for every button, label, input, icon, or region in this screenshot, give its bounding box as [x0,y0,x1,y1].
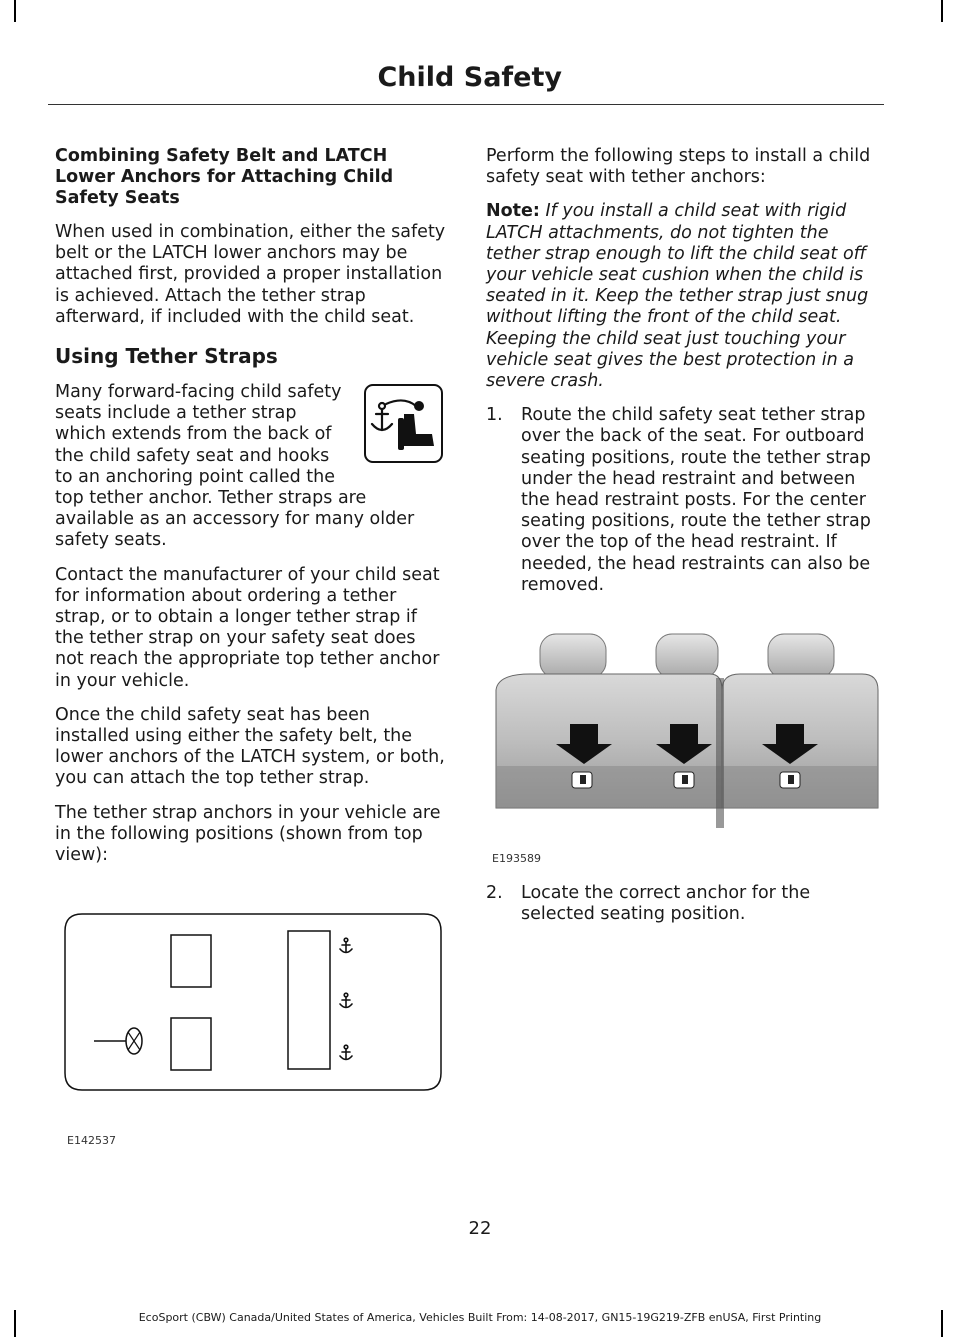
paragraph: Perform the following steps to install a child safety seat with tether anchors: [486,146,871,188]
step-item [486,405,880,596]
left-column [55,146,447,879]
paragraph: The tether strap anchors in your vehicle are in the following positions (shown from top view): [55,802,441,866]
rear-seat-anchor-figure [490,628,880,840]
section-heading: Using Tether Straps [55,344,278,369]
tether-anchor-diagram [64,913,442,1091]
page-title: Child Safety [377,62,562,93]
step-number: 2. [486,883,503,903]
note-text: If you install a child seat with rigid LATCH attachments, do not tighten the tether strap enough to lift the child seat off your vehicle seat cushion when the child is seated in it. Keep the tether strap just snug without lifting the front of the child seat. Keeping the child seat just touching your vehicle seat gives the best protection in a severe crash. [486,201,869,392]
paragraph: Once the child safety seat has been installed using either the safety belt, the lower anchors of the LATCH system, or both, you can attach the top tether strap. [55,704,445,789]
section-subheading: Combining Safety Belt and LATCH Lower Anchors for Attaching Child Safety Seats [55,146,394,208]
crop-mark [14,0,16,22]
crop-mark [941,0,943,22]
note [486,201,880,392]
footer-text: EcoSport (CBW) Canada/United States of America, Vehicles Built From: 14-08-2017, GN15-19G219-ZFB enUSA, First Printing [138,1311,822,1324]
header-divider [48,104,884,105]
step-text: Route the child safety seat tether strap over the back of the seat. For outboard seating positions, route the tether strap under the head restraint and between the head restraint posts. For the center seating positions, route the tether strap over the top of the head restraint. If needed, the head restraints can also be removed. [521,405,871,595]
step-number: 1. [486,405,503,426]
note-label: Note: [486,201,540,222]
figure-label: E142537 [67,1134,116,1147]
step-text: Locate the correct anchor for the selected seating position. [521,883,811,925]
page-number: 22 [468,1218,492,1239]
paragraph: When used in combination, either the safety belt or the LATCH lower anchors may be attached first, provided a proper installation is achieved. Attach the tether strap afterward, if included with the child seat. [55,222,446,327]
paragraph-with-icon [55,382,447,552]
paragraph: Contact the manufacturer of your child seat for information about ordering a tether strap, or to obtain a longer tether strap if the tether strap on your safety seat does not reach the appropriate top tether anchor in your vehicle. [55,564,440,691]
child-seat-tether-icon [364,384,443,463]
right-column [486,146,880,609]
figure-label: E193589 [492,852,541,865]
paragraph-text: Many forward-facing child safety seats include a tether strap which extends from the back of the child safety seat and hooks to an anchoring point called the top tether anchor. Tether straps are available as an accessory for many older safety seats. [55,382,415,551]
step-item [486,883,880,925]
